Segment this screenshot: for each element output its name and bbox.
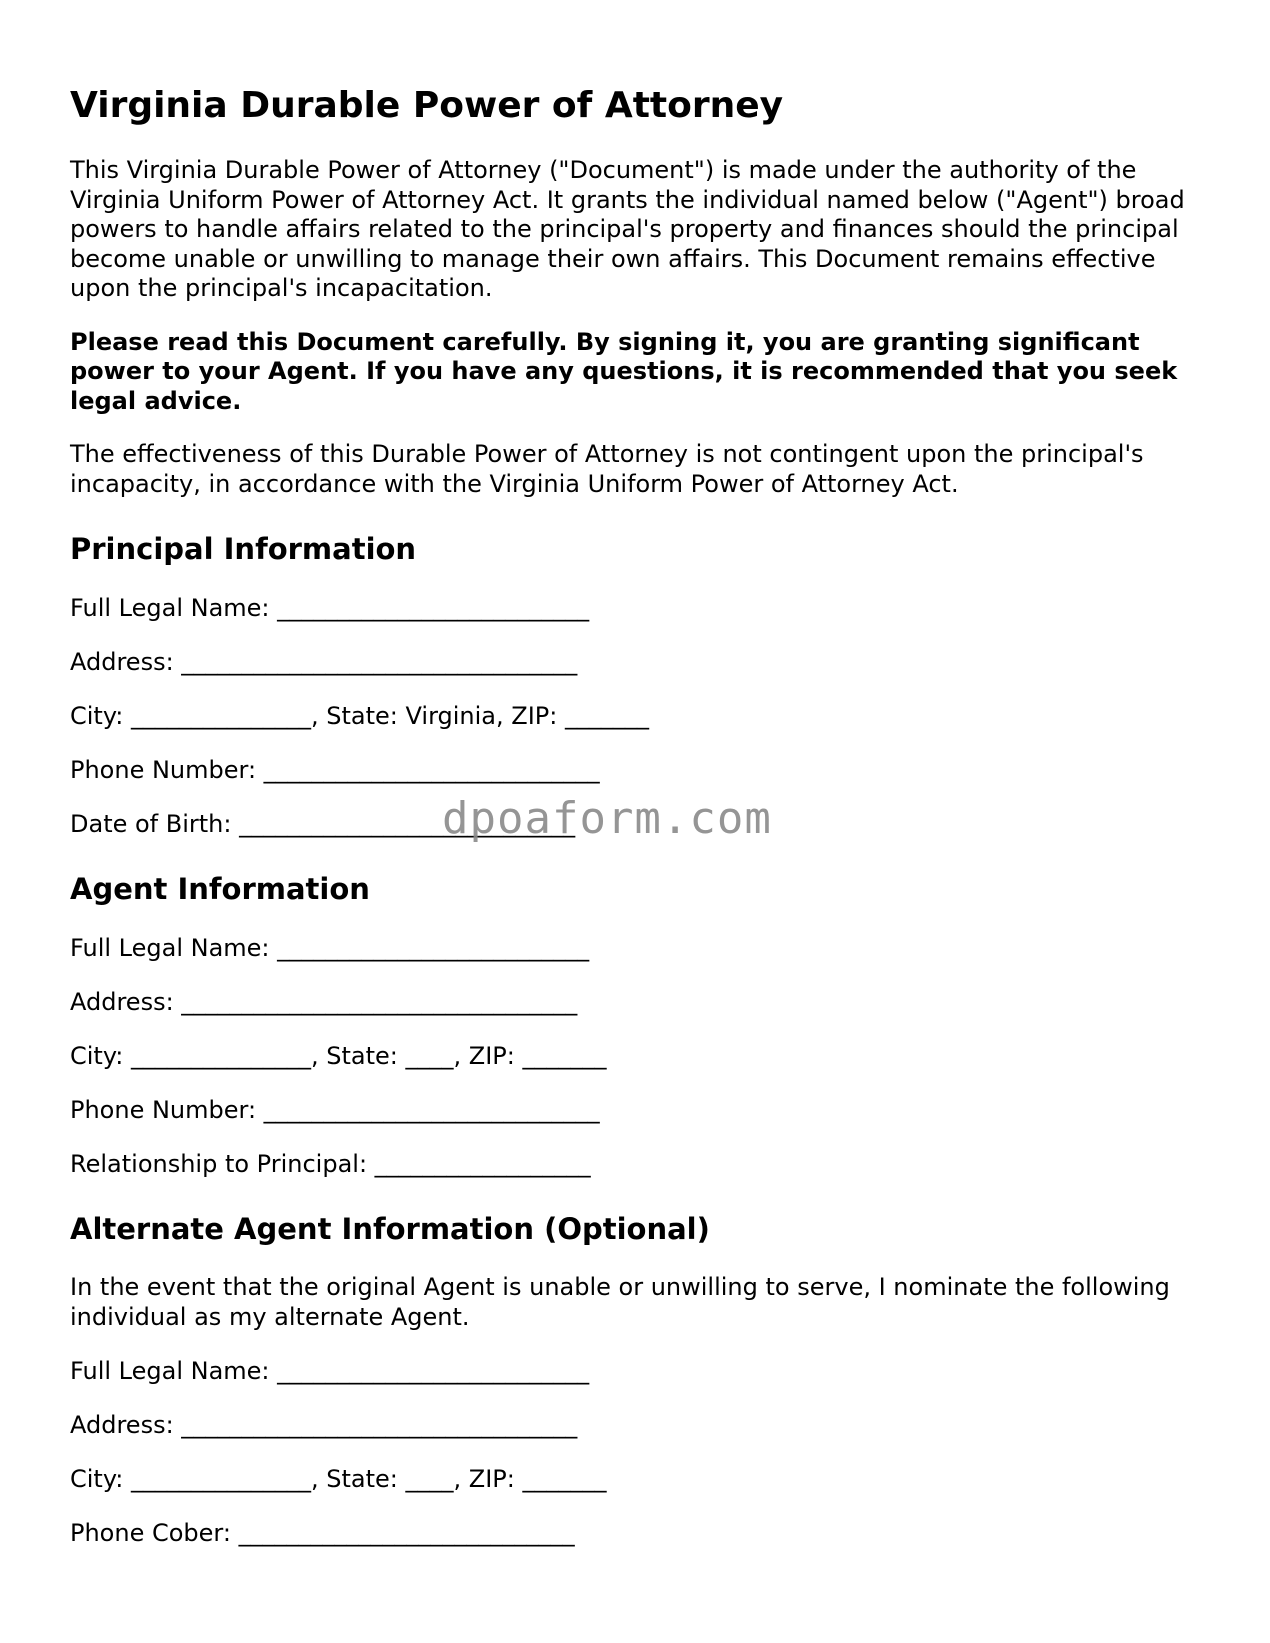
agent-heading: Agent Information bbox=[70, 872, 370, 906]
agent-relationship-field[interactable]: Relationship to Principal: __________________ bbox=[70, 1150, 591, 1178]
agent-section bbox=[70, 871, 1200, 1179]
agent-address-field[interactable]: Address: _________________________________ bbox=[70, 988, 578, 1016]
alternate-address-field[interactable]: Address: _________________________________ bbox=[70, 1411, 578, 1439]
effectiveness-paragraph: The effectiveness of this Durable Power of Attorney is not contingent upon the principal's incapacity, in accordance with the Virginia Uniform Power of Attorney Act. bbox=[70, 440, 1144, 498]
agent-city-state-zip-field[interactable]: City: _______________, State: ____, ZIP: _______ bbox=[70, 1042, 607, 1070]
agent-phone-field[interactable]: Phone Number: ____________________________ bbox=[70, 1096, 600, 1124]
watermark: dpoaform.com bbox=[442, 793, 772, 844]
intro-paragraph: This Virginia Durable Power of Attorney ("Document") is made under the authority of the Virginia Uniform Power of Attorney Act. It grants the individual named below ("Agent") broad powers to handle affairs related to the principal's property and finances should the principal become unable or unwilling to manage their own affairs. This Document remains effective upon the principal's incapacitation. bbox=[70, 156, 1185, 302]
alternate-full-name-field[interactable]: Full Legal Name: __________________________ bbox=[70, 1357, 590, 1385]
principal-heading: Principal Information bbox=[70, 532, 417, 566]
alternate-agent-section bbox=[70, 1211, 1200, 1548]
alternate-city-state-zip-field[interactable]: City: _______________, State: ____, ZIP: _______ bbox=[70, 1465, 607, 1493]
alternate-agent-heading: Alternate Agent Information (Optional) bbox=[70, 1212, 710, 1246]
principal-full-name-field[interactable]: Full Legal Name: __________________________ bbox=[70, 594, 590, 622]
warning-paragraph: Please read this Document carefully. By signing it, you are granting significant power to your Agent. If you have any questions, it is recommended that you seek legal advice. bbox=[70, 327, 1178, 415]
agent-full-name-field[interactable]: Full Legal Name: __________________________ bbox=[70, 934, 590, 962]
principal-address-field[interactable]: Address: _________________________________ bbox=[70, 648, 578, 676]
principal-dob-field[interactable]: Date of Birth: ____________________________ bbox=[70, 810, 576, 838]
alternate-phone-field[interactable]: Phone Cober: ____________________________ bbox=[70, 1519, 575, 1547]
alternate-agent-intro: In the event that the original Agent is unable or unwilling to serve, I nominate the following individual as my alternate Agent. bbox=[70, 1273, 1170, 1331]
principal-phone-field[interactable]: Phone Number: ____________________________ bbox=[70, 756, 600, 784]
document-title: Virginia Durable Power of Attorney bbox=[70, 85, 784, 126]
principal-city-state-zip-field[interactable]: City: _______________, State: Virginia, ZIP: _______ bbox=[70, 702, 649, 730]
